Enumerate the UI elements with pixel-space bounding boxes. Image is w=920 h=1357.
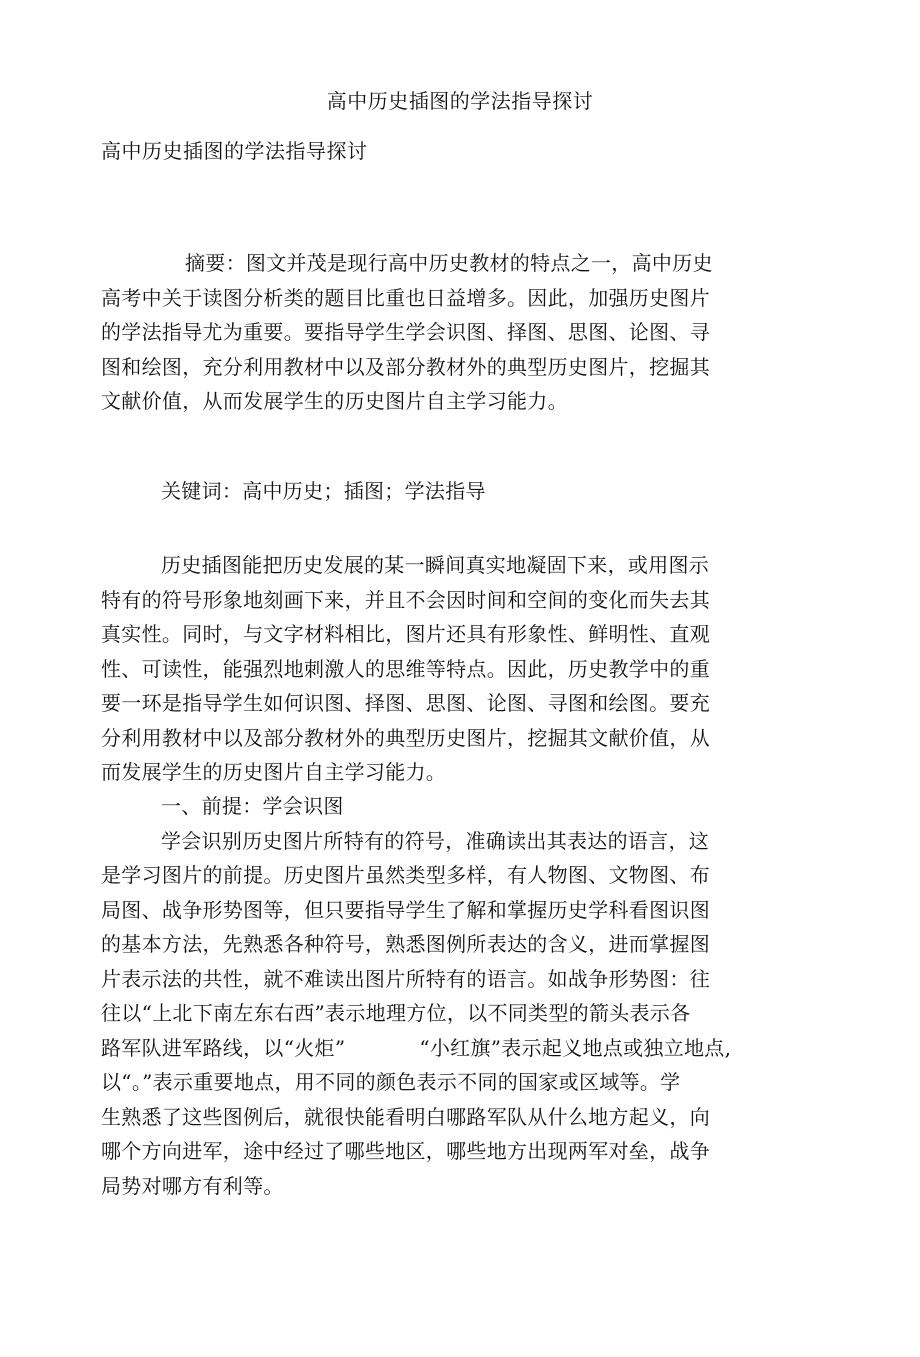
abstract-line: 文献价值，从而发展学生的历史图片自主学习能力。 [101, 389, 568, 413]
section-line: 片表示法的共性，就不难读出图片所特有的语言。如战争形势图：往 [101, 966, 710, 991]
abstract-line: 的学法指导尤为重要。要指导学生学会识图、择图、思图、论图、寻 [101, 320, 710, 344]
abstract-line: 高考中关于读图分析类的题目比重也日益增多。因此，加强历史图片 [101, 285, 710, 310]
intro-line: 真实性。同时，与文字材料相比，图片还具有形象性、鲜明性、直观 [101, 622, 710, 646]
intro-line: 性、可读性，能强烈地刺激人的思维等特点。因此，历史教学中的重 [101, 656, 710, 681]
section-line: 往以“上北下南左东右西”表示地理方位，以不同类型的箭头表示各 [101, 1001, 691, 1025]
section-1 [101, 789, 781, 1203]
document-heading: 高中历史插图的学法指导探讨 [101, 139, 368, 163]
section-line [101, 1031, 781, 1066]
keywords-paragraph [101, 474, 781, 509]
intro-paragraph [101, 548, 781, 790]
section-line: 生熟悉了这些图例后，就很快能看明白哪路军队从什么地方起义，向 [101, 1104, 710, 1129]
abstract-line: 图和绘图，充分利用教材中以及部分教材外的典型历史图片，挖掘其 [101, 354, 710, 379]
page-title: 高中历史插图的学法指导探讨 [326, 89, 594, 113]
section-line: 的基本方法，先熟悉各种符号，熟悉图例所表达的含义，进而掌握图 [101, 932, 710, 956]
abstract-paragraph [101, 246, 781, 419]
section-line-part: 路军队进军路线，以“火炬” [101, 1035, 346, 1060]
intro-line: 分利用教材中以及部分教材外的典型历史图片，挖掘其文献价值，从 [101, 725, 710, 750]
section-heading: 一、前提：学会识图 [161, 794, 344, 818]
section-line: 以“。”表示重要地点，用不同的颜色表示不同的国家或区域等。学 [101, 1070, 681, 1094]
section-line: 是学习图片的前提。历史图片虽然类型多样，有人物图、文物图、布 [101, 863, 710, 887]
intro-line: 历史插图能把历史发展的某一瞬间真实地凝固下来，或用图示 [161, 553, 710, 577]
intro-line: 而发展学生的历史图片自主学习能力。 [101, 760, 447, 784]
section-line: 局图、战争形势图等，但只要指导学生了解和掌握历史学科看图识图 [101, 897, 710, 922]
intro-line: 特有的符号形象地刻画下来，并且不会因时间和空间的变化而失去其 [101, 587, 710, 612]
intro-line: 要一环是指导学生如何识图、择图、思图、论图、寻图和绘图。要充 [101, 691, 710, 715]
section-line: 学会识别历史图片所特有的符号，准确读出其表达的语言，这 [161, 828, 710, 853]
abstract-line: 摘要：图文并茂是现行高中历史教材的特点之一，高中历史 [185, 251, 713, 275]
section-line-part: “小红旗”表示起义地点或独立地点, [419, 1035, 732, 1060]
keywords-line: 关键词：高中历史；插图；学法指导 [161, 479, 486, 503]
section-line: 局势对哪方有利等。 [101, 1173, 284, 1198]
section-line: 哪个方向进军，途中经过了哪些地区，哪些地方出现两军对垒，战争 [101, 1139, 710, 1163]
